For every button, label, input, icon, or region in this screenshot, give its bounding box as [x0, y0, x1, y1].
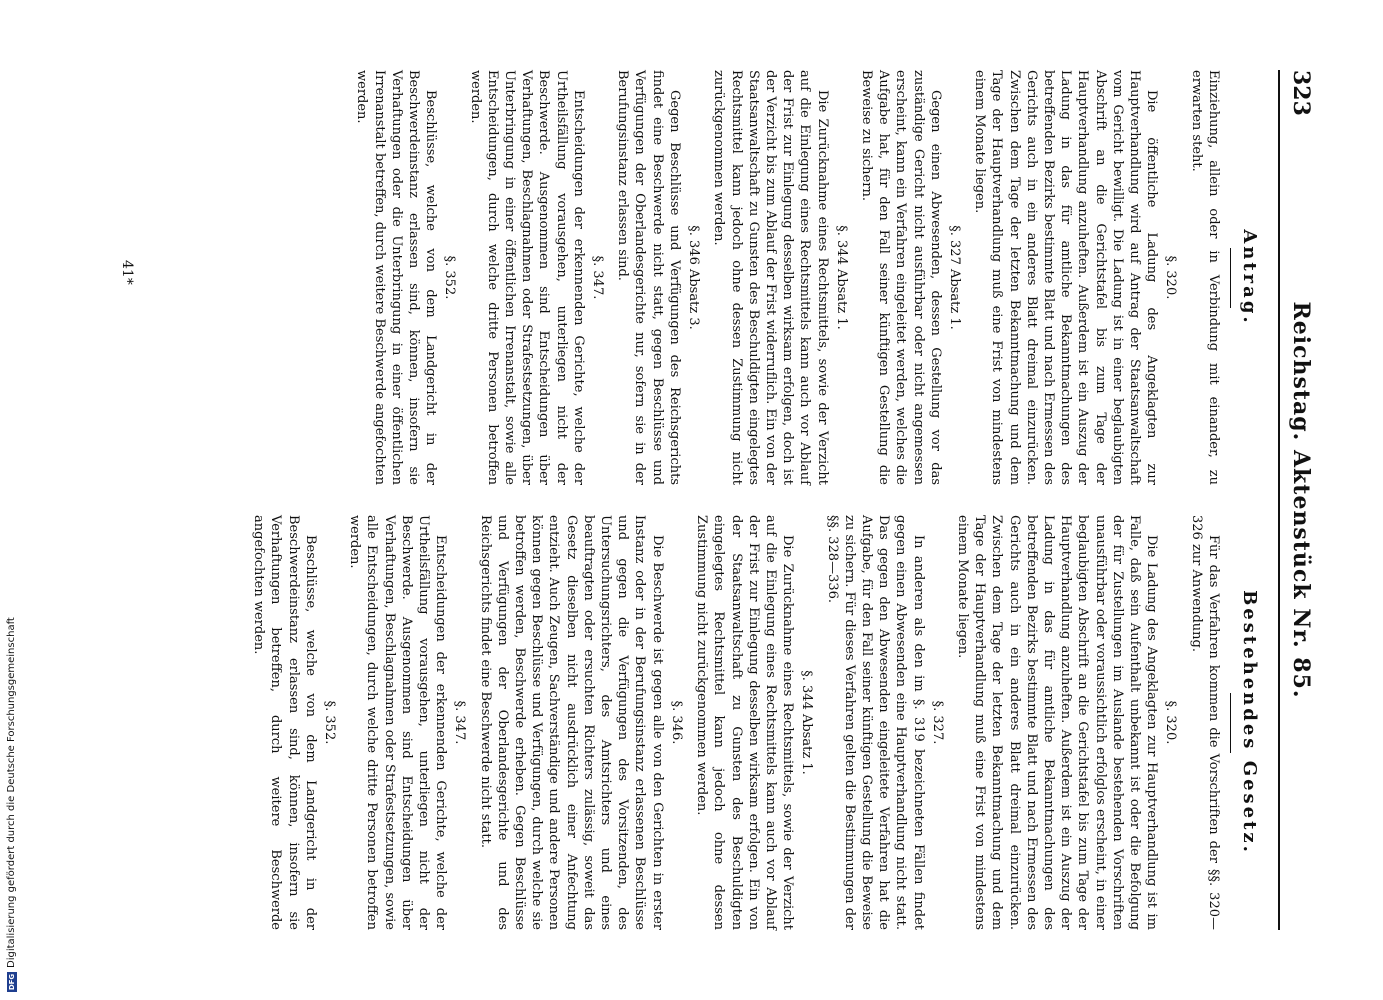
credit-text: Digitalisierung gefördert durch die Deutsche Forschungsgemeinschaft: [6, 617, 17, 968]
section-number: §. 346.: [668, 700, 684, 745]
section-number: §. 327 Absatz 1.: [946, 225, 962, 330]
page-title: Reichstag. Aktenstück Nr. 85.: [1288, 301, 1314, 699]
dfg-logo-icon: DFG: [7, 973, 16, 991]
section-text: Die Beschwerde ist gegen alle von den Gerichten in erster Instanz oder in der Berufungsinstanz erlassenen Beschlüsse und gegen die Verfügungen des Vorsitzenden, des Untersuchungsrichters, des Amtsrichters und eines beauftragten oder ersuchten Richters zulässig, soweit das Gesetz dieselben nicht ausdrücklich einer Anfechtung entzieht. Auch Zeugen, Sachverständige und andere Personen können gegen Beschlüsse und Verfügungen, durch welche sie betroffen werden, Beschwerde erheben. Gegen Beschlüsse und Verfügungen der Oberlandesgerichte und des Reichsgerichts findet eine Beschwerde nicht statt.: [477, 515, 665, 930]
section-number: §. 347.: [590, 255, 606, 300]
section-text: Die Zurücknahme eines Rechtsmittels, sowie der Verzicht auf die Einlegung eines Rechtsmittels kann auch vor Ablauf der Frist zur Einlegung desselben wirksam erfolgen. Ein von der Staatsanwaltschaft zu Gunsten des Beschuldigten eingelegtes Rechtsmittel kann jedoch ohne dessen Zustimmung nicht zurückgenommen werden.: [694, 515, 796, 930]
page-header: [1278, 70, 1320, 930]
column-heading-antrag: Antrag.: [1239, 229, 1260, 326]
column-antrag: [104, 70, 1264, 485]
section-number: §. 344 Absatz 1.: [799, 670, 815, 775]
column-intro: Einziehung, allein oder in Verbindung mit einander, zu erwarten steht.: [1188, 70, 1221, 485]
section-number: §. 320.: [1163, 700, 1179, 745]
column-heading-gesetz: Bestehendes Gesetz.: [1239, 590, 1260, 855]
digitization-credit: [6, 617, 17, 992]
page-number: 323: [1288, 70, 1314, 116]
section-text: In anderen als den im §. 319 bezeichneten Fällen findet gegen einen Abwesenden eine Hauptverhandlung nicht statt. Das gegen den Abwesenden eingeleitete Verfahren hat die Aufgabe, für den Fall seiner künftigen Gestellung die Beweise zu sichern. Für dieses Verfahren gelten die Bestimmungen der §§. 328—336.: [824, 515, 926, 930]
section-text: Die Ladung des Angeklagten zur Hauptverhandlung ist im Falle, daß sein Aufenthalt unbekannt ist oder die Befolgung der für Zustellungen im Auslande bestehenden Vorschriften unausführbar oder voraussichtlich erfolglos erscheint, in einer beglaubigten Abschrift an die Gerichtstafel bis zum Tage der Hauptverhandlung anzuheften. Außerdem ist ein Auszug der Ladung in das für amtliche Bekanntmachungen des betreffenden Bezirks bestimmte Blatt und nach Ermessen des Gerichts auch in ein anderes Blatt dreimal einzurücken. Zwischen dem Tage der letzten Bekanntmachung und dem Tage der Hauptverhandlung muß eine Frist von mindestens einem Monate liegen.: [954, 515, 1160, 930]
section-text: Gegen einen Abwesenden, dessen Gestellung vor das zuständige Gericht nicht ausführbar oder nicht angemessen erscheint, kann ein Verfahren eingeleitet werden, welches die Aufgabe hat, für den Fall seiner künftigen Gestellung die Beweise zu sichern.: [858, 70, 943, 485]
column-bestehendes-gesetz: [104, 515, 1264, 930]
signature-mark: 41*: [119, 260, 135, 285]
section-number: §. 327.: [929, 700, 945, 745]
section-text: Gegen Beschlüsse und Verfügungen des Reichsgerichts findet eine Beschwerde nicht statt, gegen Beschlüsse und Verfügungen der Oberlandesgerichte nur, sofern sie in der Berufungsinstanz erlassen sind.: [615, 70, 682, 485]
section-text: Die Zurücknahme eines Rechtsmittels, sowie der Verzicht auf die Einlegung eines Rechtsmittels kann auch vor Ablauf der Frist zur Einlegung desselben wirksam erfolgen, doch ist der Verzicht bis zum Ablauf der Frist widerruflich. Ein von der Staatsanwaltschaft zu Gunsten des Beschuldigten eingelegtes Rechtsmittel kann jedoch ohne dessen Zustimmung nicht zurückgenommen werden.: [711, 70, 830, 485]
section-number: §. 352.: [322, 700, 338, 745]
heading-rule: [1230, 693, 1231, 753]
section-number: §. 344 Absatz 1.: [833, 225, 849, 330]
section-number: §. 320.: [1163, 255, 1179, 300]
section-text: Die öffentliche Ladung des Angeklagten zur Hauptverhandlung wird auf Antrag der Staatsanwaltschaft vom Gericht bewilligt. Die Ladung ist in einer beglaubigten Abschrift an die Gerichtstafel bis zum Tage der Hauptverhandlung anzuheften. Außerdem ist ein Auszug der Ladung in das für amtliche Bekanntmachungen des betreffenden Bezirks bestimmte Blatt und nach Ermessen des Gerichts auch in ein anderes Blatt dreimal einzurücken. Zwischen dem Tage der letzten Bekanntmachung und dem Tage der Hauptverhandlung muß eine Frist von mindestens einem Monate liegen.: [972, 70, 1160, 485]
heading-rule: [1230, 248, 1231, 308]
section-text: Entscheidungen der erkennenden Gerichte, welche der Urtheilsfällung vorausgehen, unterliegen nicht der Beschwerde. Ausgenommen sind Entscheidungen über Verhaftungen, Beschlagnahmen oder Strafestsetzungen, über Unterbringung in einer öffentlichen Irrenanstalt, sowie alle Entscheidungen, durch welche dritte Personen betroffen werden.: [467, 70, 586, 485]
section-text: Beschlüsse, welche von dem Landgericht in der Beschwerdeinstanz erlassen sind, können, insofern sie Verhaftungen betreffen, durch weitere Beschwerde angefochten werden.: [251, 515, 318, 930]
section-number: §. 347.: [452, 700, 468, 745]
section-number: §. 352.: [442, 255, 458, 300]
section-text: Beschlüsse, welche von dem Landgericht in der Beschwerdeinstanz erlassen sind, können, insofern sie Verhaftungen oder die Unterbringung in einer öffentlichen Irrenanstalt betreffen, durch weitere Beschwerde angefochten werden.: [354, 70, 439, 485]
section-number: §. 346 Absatz 3.: [686, 225, 702, 330]
section-text: Entscheidungen der erkennenden Gerichte, welche der Urtheilsfällung vorausgehen, unterliegen nicht der Beschwerde. Ausgenommen sind Entscheidungen über Verhaftungen, Beschlagnahmen oder Strafestsetzungen, sowie alle Entscheidungen, durch welche dritte Personen betroffen werden.: [347, 515, 449, 930]
document-page: [90, 60, 1320, 940]
column-intro: Für das Verfahren kommen die Vorschriften der §§. 320—326 zur Anwendung.: [1188, 515, 1221, 930]
